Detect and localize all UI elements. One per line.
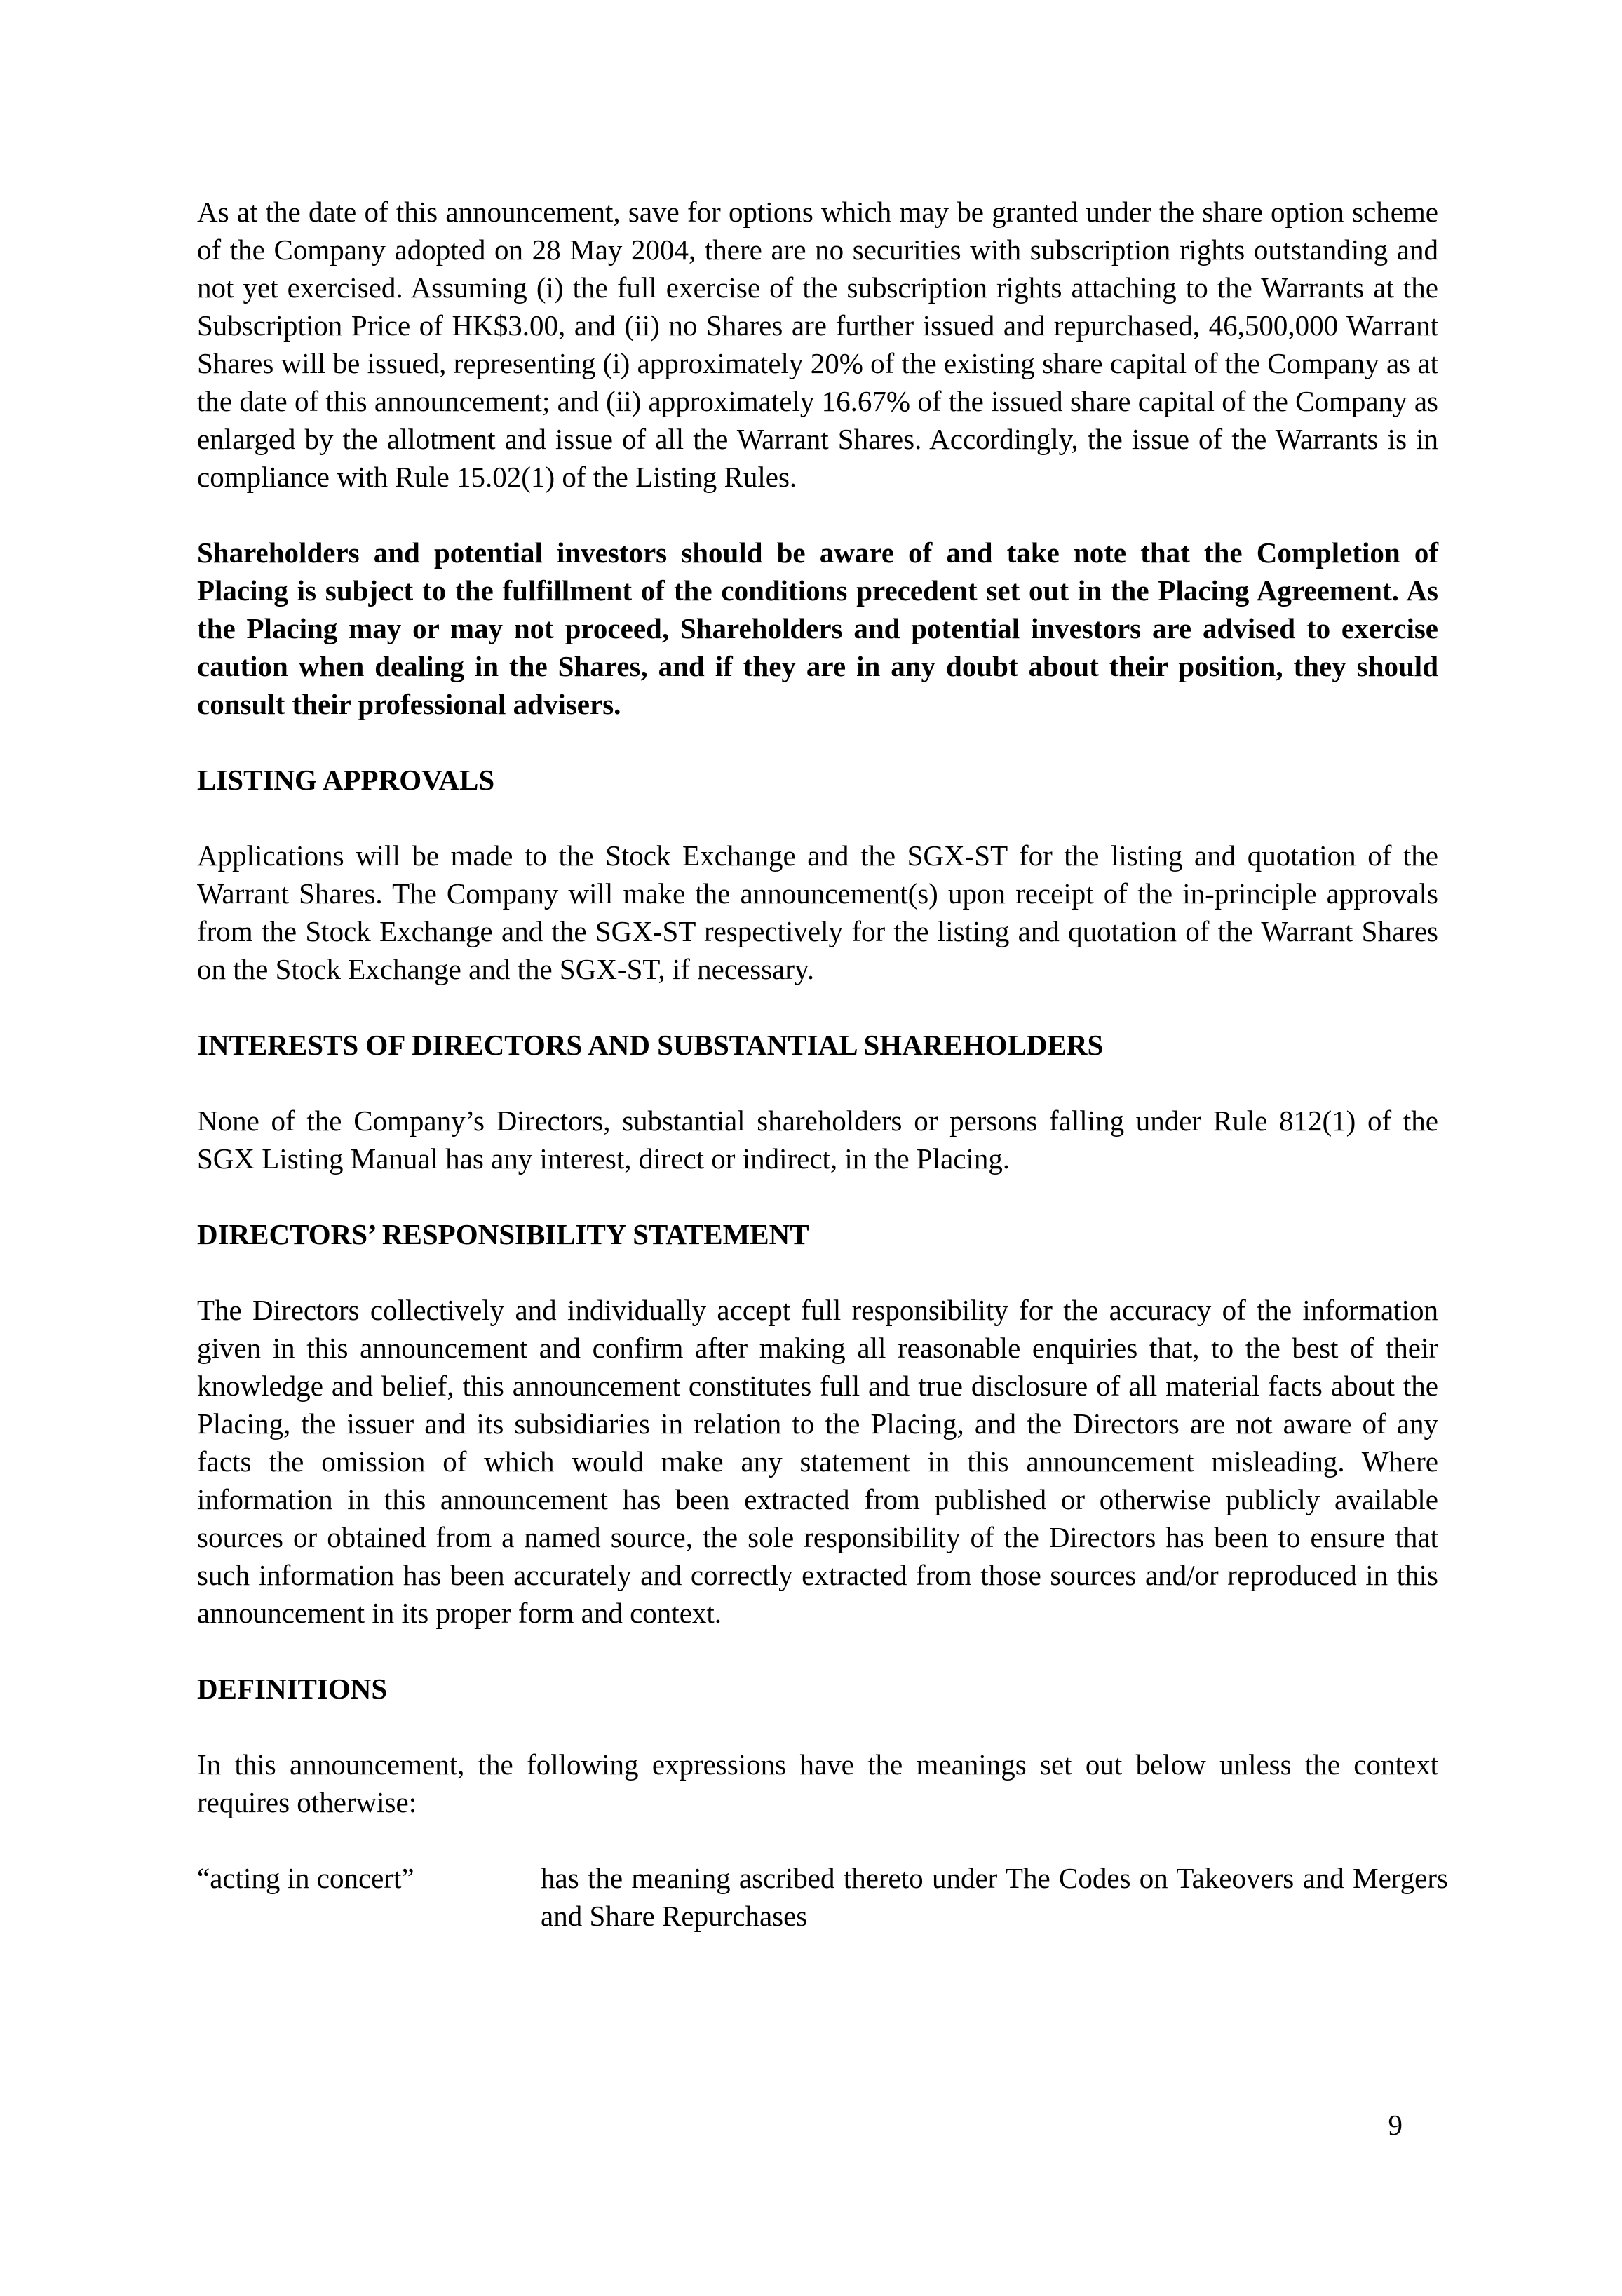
- document-body: [197, 193, 1448, 1935]
- paragraph-interests: None of the Company’s Directors, substantial shareholders or persons falling under Rule 812(1) of the SGX Listing Manual has any interest, direct or indirect, in the Placing.: [197, 1105, 1438, 1175]
- heading-responsibility-statement: DIRECTORS’ RESPONSIBILITY STATEMENT: [197, 1218, 809, 1250]
- definition-row: [197, 1859, 1448, 1935]
- paragraph-definitions-intro: In this announcement, the following expressions have the meanings set out below unless the context requires otherwise:: [197, 1748, 1438, 1818]
- paragraph-warrant-shares: As at the date of this announcement, save for options which may be granted under the share option scheme of the Company adopted on 28 May 2004, there are no securities with subscription rights outstanding and not yet exercised. Assuming (i) the full exercise of the subscription rights attaching to the Warrants at the Subscription Price of HK$3.00, and (ii) no Shares are further issued and repurchased, 46,500,000 Warrant Shares will be issued, representing (i) approximately 20% of the existing share capital of the Company as at the date of this announcement; and (ii) approximately 16.67% of the issued share capital of the Company as enlarged by the allotment and issue of all the Warrant Shares. Accordingly, the issue of the Warrants is in compliance with Rule 15.02(1) of the Listing Rules.: [197, 196, 1438, 493]
- paragraph-responsibility: The Directors collectively and individually accept full responsibility for the accuracy of the information given in this announcement and confirm after making all reasonable enquiries that, to the best of their knowledge and belief, this announcement constitutes full and true disclosure of all material facts about the Placing, the issuer and its subsidiaries in relation to the Placing, and the Directors are not aware of any facts the omission of which would make any statement in this announcement misleading. Where information in this announcement has been extracted from published or otherwise publicly available sources or obtained from a named source, the sole responsibility of the Directors has been to ensure that such information has been accurately and correctly extracted from those sources and/or reproduced in this announcement in its proper form and context.: [197, 1294, 1438, 1629]
- definition-term: “acting in concert”: [197, 1862, 414, 1894]
- page-number: 9: [1388, 2109, 1403, 2141]
- paragraph-caution-notice: Shareholders and potential investors should be aware of and take note that the Completion of Placing is subject to the fulfillment of the conditions precedent set out in the Placing Agreement. As the Placing may or may not proceed, Shareholders and potential investors are advised to exercise caution when dealing in the Shares, and if they are in any doubt about their position, they should consult their professional advisers.: [197, 536, 1438, 720]
- definition-meaning: has the meaning ascribed thereto under The Codes on Takeovers and Mergers and Share Repurchases: [541, 1862, 1448, 1932]
- heading-listing-approvals: LISTING APPROVALS: [197, 764, 495, 796]
- heading-definitions: DEFINITIONS: [197, 1673, 388, 1705]
- paragraph-listing-approvals: Applications will be made to the Stock Exchange and the SGX-ST for the listing and quotation of the Warrant Shares. The Company will make the announcement(s) upon receipt of the in-principle approvals from the Stock Exchange and the SGX-ST respectively for the listing and quotation of the Warrant Shares on the Stock Exchange and the SGX-ST, if necessary.: [197, 839, 1438, 985]
- heading-interests-of-directors: INTERESTS OF DIRECTORS AND SUBSTANTIAL SHAREHOLDERS: [197, 1029, 1104, 1061]
